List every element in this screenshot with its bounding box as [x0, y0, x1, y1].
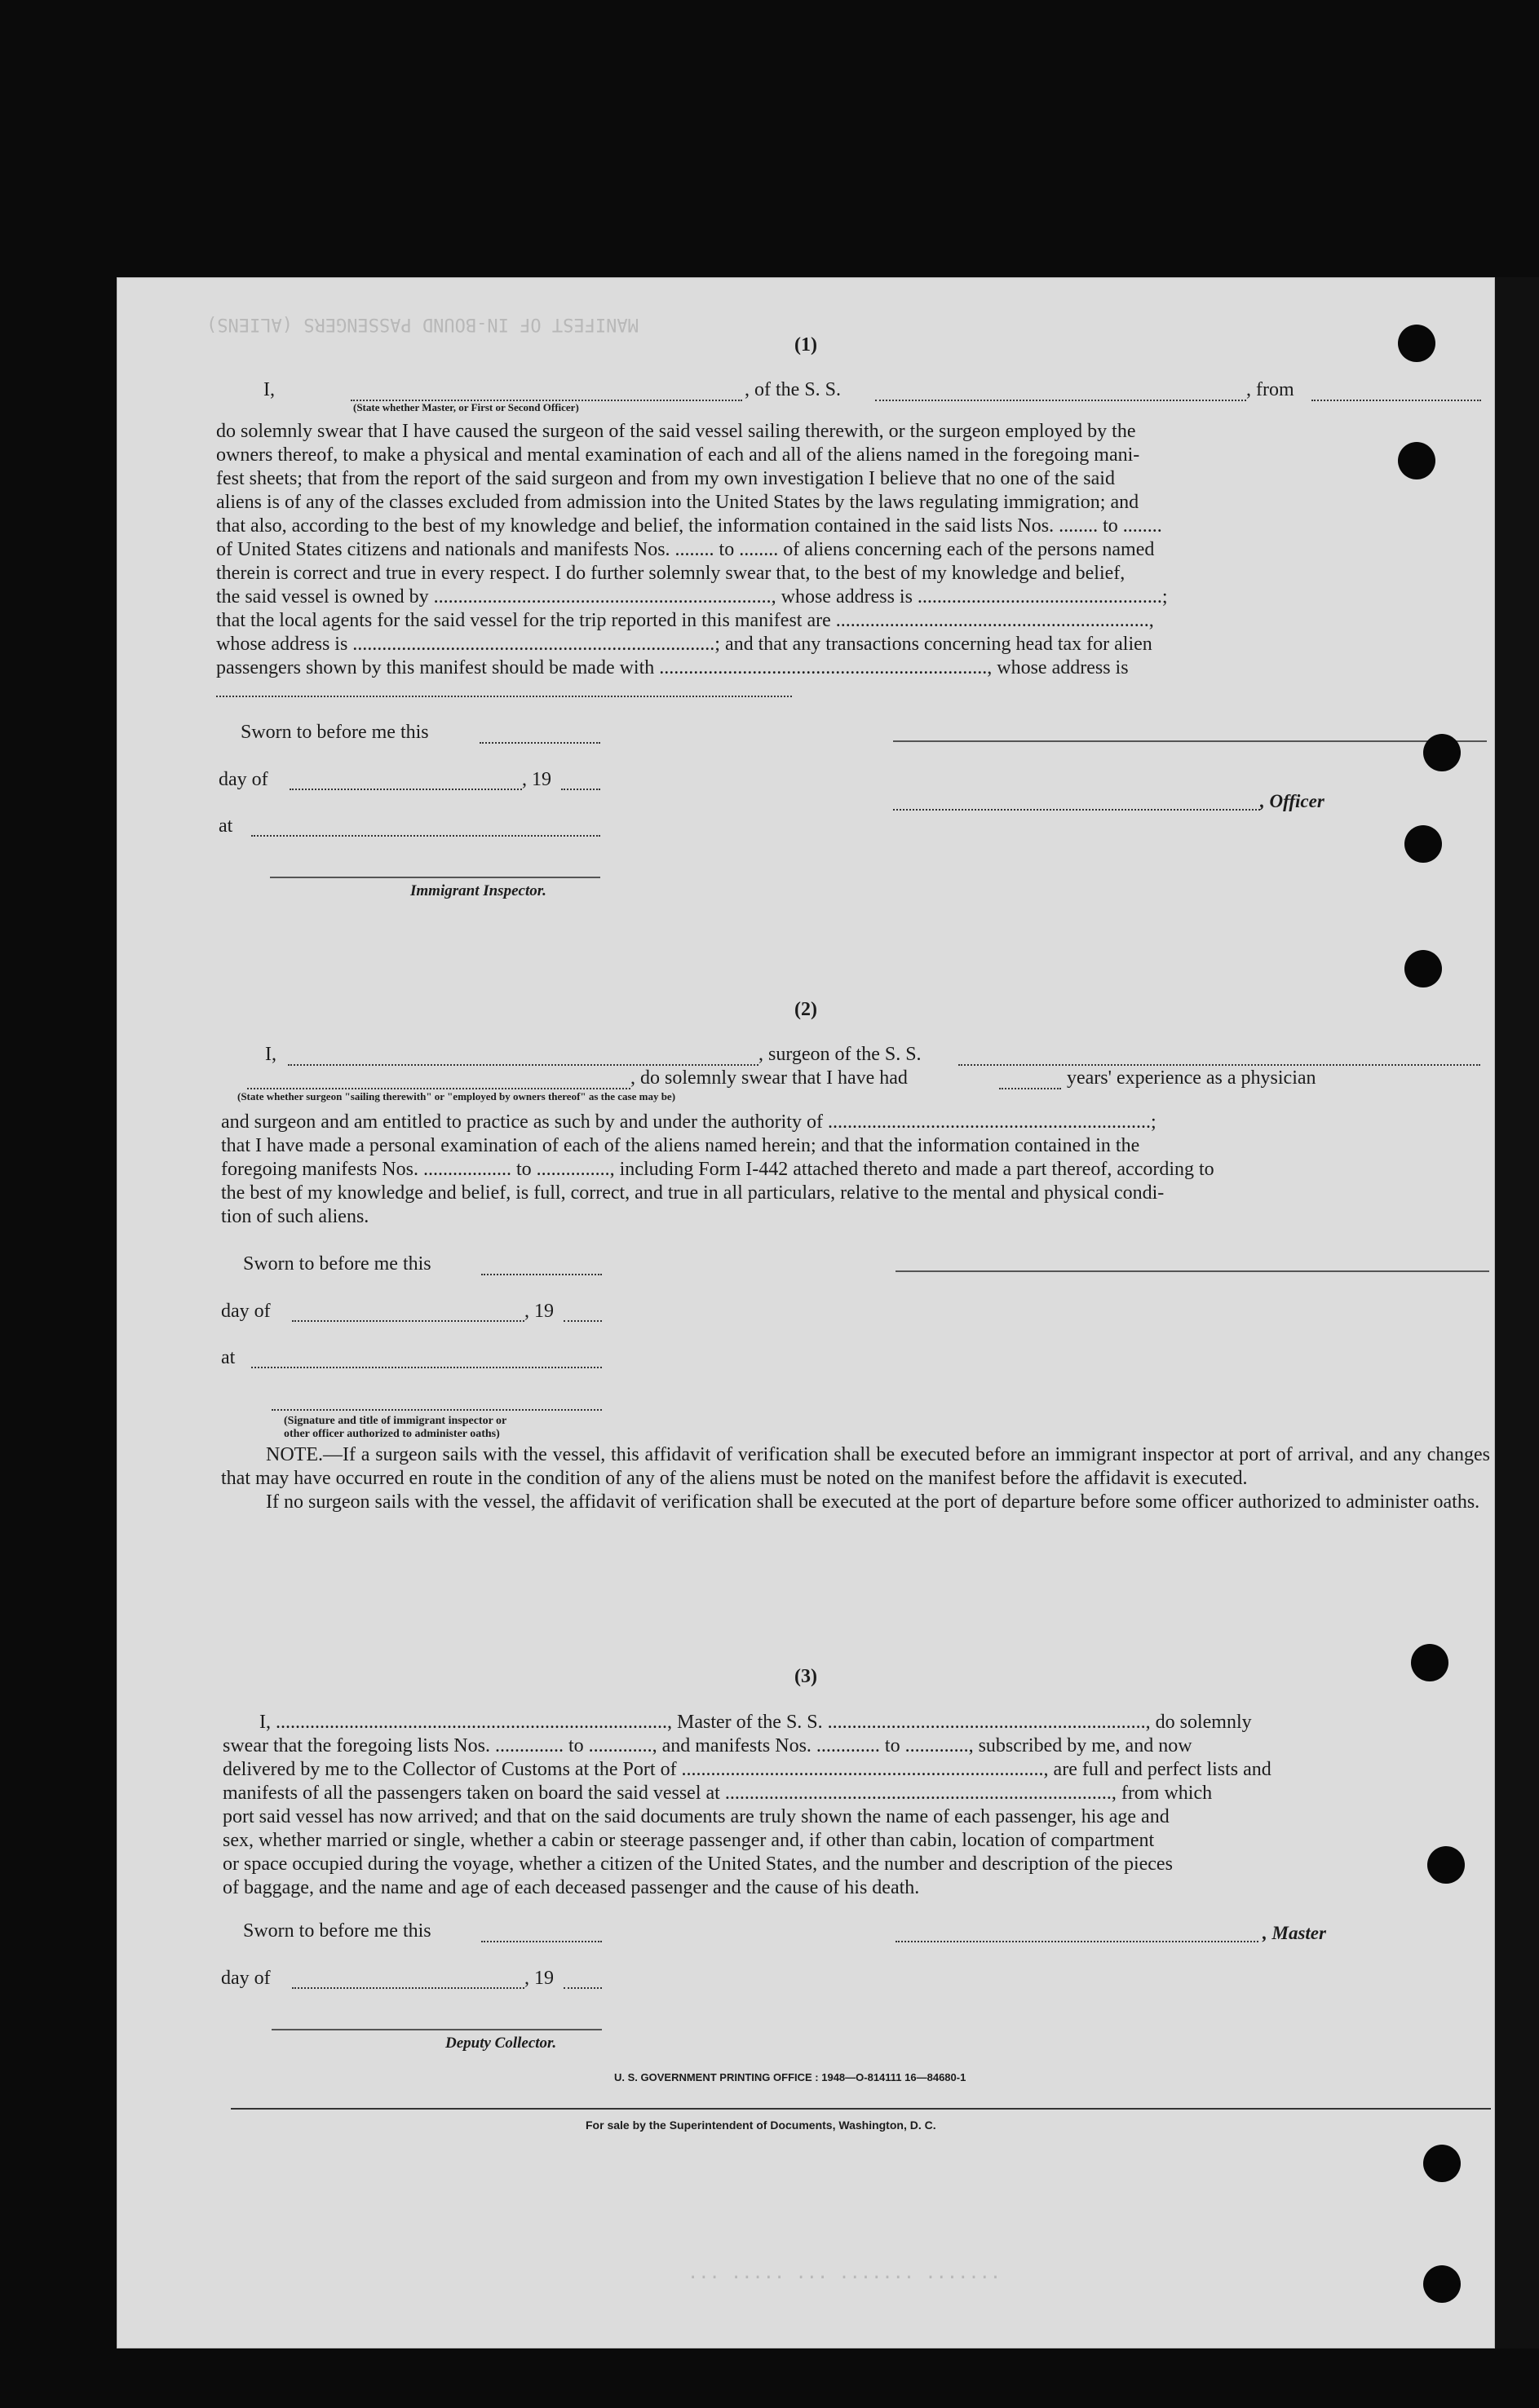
year-label: , 19 — [522, 769, 551, 790]
of-ss-label: , of the S. S. — [745, 379, 842, 400]
s3-day-of-label: day of — [221, 1968, 271, 1989]
s2-swear-label: , do solemnly swear that I have had — [630, 1067, 908, 1089]
s2-inspector-signature-line[interactable] — [272, 1409, 602, 1411]
s3-sworn-blank[interactable] — [481, 1941, 602, 1942]
sworn-label: Sworn to before me this — [241, 722, 429, 743]
from-blank[interactable] — [1311, 400, 1481, 401]
signature-line[interactable] — [893, 740, 1487, 742]
body-line: fest sheets; that from the report of the said surgeon and from my own investigation I believe that no one of the said — [216, 468, 1115, 489]
inspector-signature-line[interactable] — [270, 877, 600, 878]
body-line: that also, according to the best of my knowledge and belief, the information contained in the said lists Nos. ........ to ........ — [216, 515, 1162, 537]
binder-hole — [1423, 2145, 1461, 2182]
section-3-number: (3) — [794, 1666, 817, 1687]
body-line: or space occupied during the voyage, whether a citizen of the United States, and the number and description of the pieces — [223, 1853, 1173, 1875]
body-line: the said vessel is owned by ....................................................................., whose address is ..................................................; — [216, 586, 1168, 608]
oath-start: I, — [263, 379, 275, 400]
s3-day-of-blank[interactable] — [292, 1987, 524, 1989]
body-line: that the local agents for the said vessel for the trip reported in this manifest are ................................................................, — [216, 610, 1154, 631]
body-line: the best of my knowledge and belief, is full, correct, and true in all particulars, relative to the mental and physical condi- — [221, 1182, 1165, 1204]
binder-hole — [1411, 1644, 1448, 1681]
s2-years-blank[interactable] — [999, 1088, 1061, 1089]
s2-at-label: at — [221, 1347, 236, 1368]
bleed-through-text: MANIFEST OF IN-BOUND PASSENGERS (ALIENS) — [206, 314, 639, 334]
s2-role-note: (State whether surgeon "sailing therewith" or "employed by owners thereof" as the case may be) — [237, 1090, 676, 1102]
body-line: whose address is ..........................................................................; and that any transactions concerning head tax for alien — [216, 634, 1152, 655]
binder-hole — [1423, 734, 1461, 771]
s2-surgeon-signature-line[interactable] — [896, 1270, 1489, 1272]
section-3-body — [223, 1711, 1490, 1900]
deputy-label: Deputy Collector. — [445, 2035, 557, 2052]
sworn-day-blank[interactable] — [480, 742, 600, 744]
s2-vessel-blank[interactable] — [958, 1064, 1480, 1066]
binder-hole — [1398, 442, 1435, 479]
body-line: swear that the foregoing lists Nos. .............. to ............., and manifests Nos. ............. to ............., subscribed by me, and now — [223, 1735, 1192, 1756]
binder-hole — [1404, 950, 1442, 988]
printing-office-imprint: U. S. GOVERNMENT PRINTING OFFICE : 1948—O-814111 16—84680-1 — [614, 2071, 966, 2083]
master-label: , Master — [1263, 1923, 1326, 1943]
body-line: do solemnly swear that I have caused the surgeon of the said vessel sailing therewith, or the surgeon employed by the — [216, 421, 1136, 442]
s2-day-of-blank[interactable] — [292, 1320, 524, 1322]
s2-day-of-label: day of — [221, 1301, 271, 1322]
body-line: sex, whether married or single, whether a cabin or steerage passenger and, if other than cabin, location of compartment — [223, 1830, 1155, 1851]
s3-sworn-label: Sworn to before me this — [243, 1920, 431, 1942]
s2-year-blank[interactable] — [564, 1320, 602, 1322]
from-label: , from — [1246, 379, 1294, 400]
right-scan-edge — [1495, 277, 1539, 2348]
body-line: and surgeon and am entitled to practice as such by and under the authority of ..................................................................; — [221, 1111, 1156, 1133]
binder-hole — [1423, 2265, 1461, 2303]
body-line: of baggage, and the name and age of each deceased passenger and the cause of his death. — [223, 1877, 920, 1898]
note-text-2: If no surgeon sails with the vessel, the affidavit of verification shall be executed at the port of departure before some officer authorized to administer oaths. — [266, 1491, 1480, 1513]
document-page — [117, 277, 1495, 2348]
section-1-number: (1) — [794, 334, 817, 356]
s2-i-label: I, — [265, 1044, 276, 1065]
body-line: passengers shown by this manifest should be made with ..................................................................., whose address is — [216, 657, 1129, 678]
s2-role-blank[interactable] — [247, 1088, 630, 1089]
s2-sworn-label: Sworn to before me this — [243, 1253, 431, 1275]
day-of-blank[interactable] — [290, 789, 522, 790]
s3-year-label: , 19 — [524, 1968, 554, 1989]
s2-signature-note-2: other officer authorized to administer oaths) — [284, 1428, 500, 1440]
binder-hole — [1427, 1846, 1465, 1884]
vessel-name-blank[interactable] — [875, 400, 1246, 401]
s2-sworn-blank[interactable] — [481, 1274, 602, 1275]
s3-master-signature-blank[interactable] — [896, 1941, 1258, 1942]
body-line: manifests of all the passengers taken on board the said vessel at ..............................................................................., from which — [223, 1783, 1213, 1804]
s2-signature-note-1: (Signature and title of immigrant inspector or — [284, 1415, 507, 1427]
note-text-1: NOTE.—If a surgeon sails with the vessel, this affidavit of verification shall be executed before an immigrant inspector at port of arrival, and any changes that may have occurred en route in the condition of any of the aliens must be noted on the manifest before the affidavit is executed. — [221, 1444, 1490, 1489]
section-2-number: (2) — [794, 999, 817, 1020]
body-line: of United States citizens and nationals and manifests Nos. ........ to ........ of aliens concerning each of the persons named — [216, 539, 1155, 560]
at-blank[interactable] — [251, 835, 600, 837]
body-line: tion of such aliens. — [221, 1206, 369, 1227]
officer-label: , Officer — [1260, 791, 1325, 811]
s2-surgeon-label: , surgeon of the S. S. — [758, 1044, 922, 1065]
bleed-through-bottom: ... ..... ... ....... ....... — [688, 2263, 1002, 2283]
body-line: owners thereof, to make a physical and mental examination of each and all of the aliens named in the foregoing mani- — [216, 444, 1140, 466]
address-continuation-blank[interactable] — [216, 696, 792, 697]
s2-year-label: , 19 — [524, 1301, 554, 1322]
section-1-body — [216, 420, 1490, 680]
binder-hole — [1404, 825, 1442, 863]
footer-rule — [231, 2108, 1491, 2110]
sale-notice: For sale by the Superintendent of Documents, Washington, D. C. — [586, 2119, 936, 2132]
year-blank[interactable] — [561, 789, 600, 790]
body-line: that I have made a personal examination of each of the aliens named herein; and that the information contained in the — [221, 1135, 1140, 1156]
body-line: therein is correct and true in every respect. I do further solemnly swear that, to the best of my knowledge and belief, — [216, 563, 1126, 584]
body-line: aliens is of any of the classes excluded from admission into the United States by the laws regulating immigration; and — [216, 492, 1139, 513]
body-line: I, ................................................................................, Master of the S. S. ................................................................., do solemnly — [259, 1712, 1252, 1733]
s2-name-blank[interactable] — [288, 1064, 758, 1066]
day-of-label: day of — [219, 769, 268, 790]
note-paragraph — [221, 1443, 1490, 1514]
officer-signature-blank[interactable] — [893, 809, 1260, 811]
body-line: delivered by me to the Collector of Customs at the Port of .........................................................................., are full and perfect lists and — [223, 1759, 1271, 1780]
s3-year-blank[interactable] — [564, 1987, 602, 1989]
body-line: foregoing manifests Nos. .................. to ..............., including Form I-442 attached thereto and made a part thereof, according to — [221, 1159, 1214, 1180]
binder-hole — [1398, 325, 1435, 362]
at-label: at — [219, 815, 233, 837]
body-line: port said vessel has now arrived; and that on the said documents are truly shown the name of each passenger, his age and — [223, 1806, 1170, 1827]
role-note: (State whether Master, or First or Second Officer) — [353, 401, 579, 413]
s2-at-blank[interactable] — [251, 1367, 602, 1368]
deputy-signature-line[interactable] — [272, 2029, 602, 2030]
section-2-body — [221, 1111, 1490, 1229]
s2-years-label: years' experience as a physician — [1067, 1067, 1316, 1089]
inspector-label: Immigrant Inspector. — [410, 882, 546, 899]
